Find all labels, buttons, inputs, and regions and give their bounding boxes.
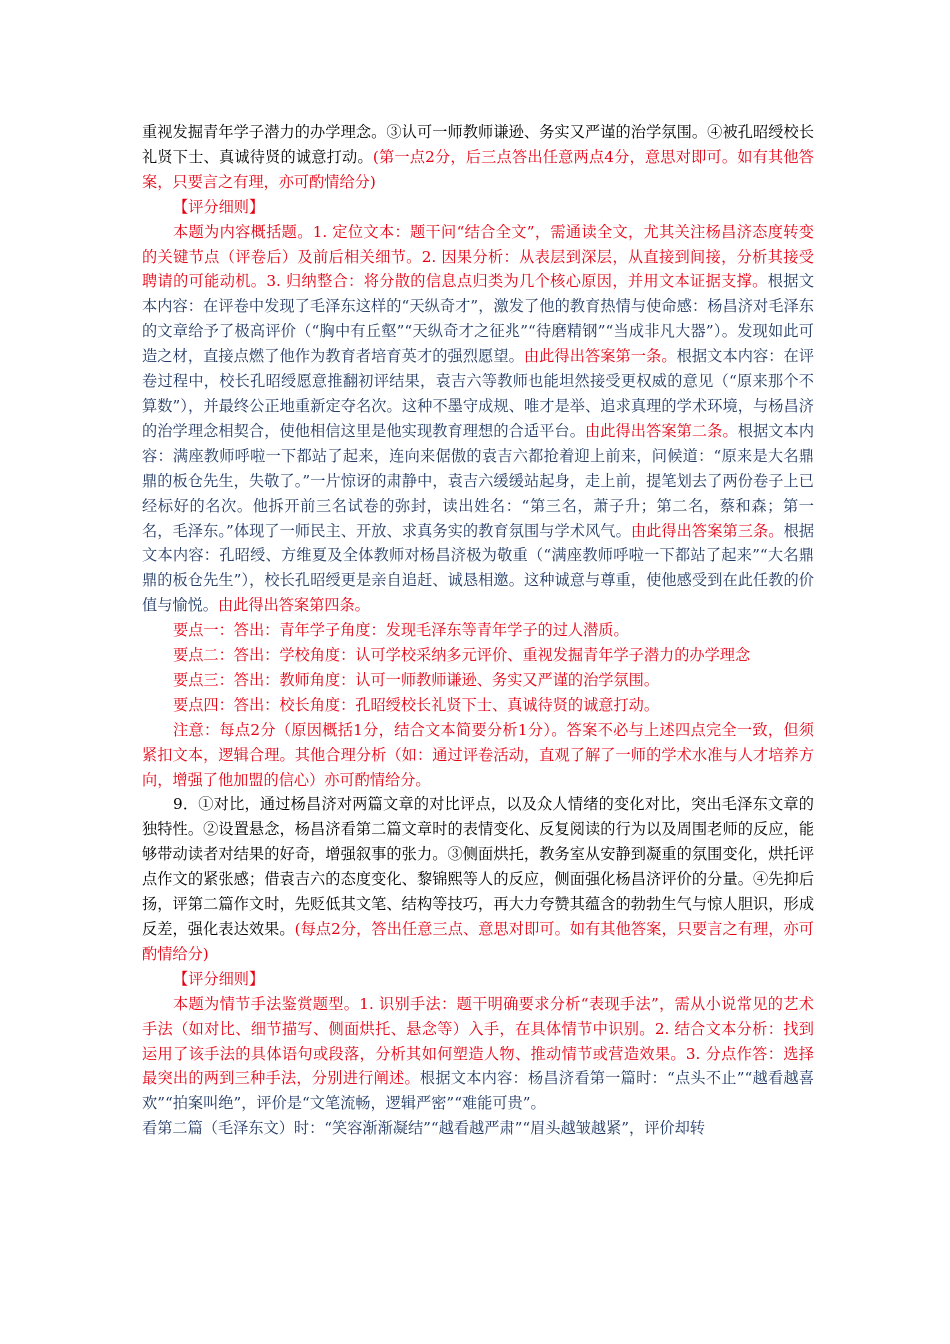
detail-9-evidence-2: 看第二篇（毛泽东文）时：“笑容渐渐凝结”“越看越严肃”“眉头越皱越紧”，评价却转 <box>142 1119 705 1138</box>
answer-8-text: 重视发掘青年学子潜力的办学理念。③认可一师教师谦逊、务实又严谨的治学氛围。④被孔昭绶校长礼贤下士、真诚待贤的诚意打动。 <box>142 123 814 166</box>
detail-9-evidence-1: 根据文本内容：杨昌济看第一篇时：“点头不止”“越看越喜欢”“拍案叫绝”，评价是“文笔流畅，逻辑严密”“难能可贵”。 <box>142 1069 815 1113</box>
answer-8-scoring-note: (第一点2分，后三点答出任意两点4分，意思对即可。如有其他答案，只要言之有理，亦可酌情给分) <box>142 147 814 191</box>
key-point-4: 要点四：答出：校长角度：孔昭绶校长礼贤下士、真诚待贤的诚意打动。 <box>173 695 659 714</box>
scoring-detail-8 <box>142 220 814 619</box>
detail-8-evidence-2: 根据文本内容：在评卷过程中，校长孔昭绶愿意推翻初评结果，袁吉六等教师也能坦然接受更权威的意见（“原来那个不算数”），并最终公正地重新定夺名次。这种不墨守成规、唯才是举、追求真理的学术环境，与杨昌济的治学理念相契合，使他相信这里是他实现教育理想的合适平台。 <box>142 347 815 440</box>
detail-8-evidence-4: 根据文本内容：孔昭绶、方维夏及全体教师对杨昌济极为敬重（“满座教师呼啦一下都站了起来”“大名鼎鼎的板仓先生”），校长孔昭绶更是亲自追赶、诚恳相邀。这种诚意与尊重，使他感受到在此任教的价值与愉悦。 <box>142 521 815 615</box>
scoring-detail-heading-1: 【评分细则】 <box>173 197 265 216</box>
answer-8-continuation <box>142 120 814 195</box>
key-point-3: 要点三：答出：教师角度：认可一师教师谦逊、务实又严谨的治学氛围。 <box>173 670 659 689</box>
detail-8-conclusion-3: 由此得出答案第三条。 <box>630 521 784 540</box>
detail-9-method: 本题为情节手法鉴赏题型。1. 识别手法：题干明确要求分析“表现手法”，需从小说常见的艺术手法（如对比、细节描写、侧面烘托、悬念等）入手，在具体情节中识别。2. 结合文本分析：找到运用了该手法的具体语句或段落，分析其如何塑造人物、推动情节或营造效果。3. 分点作答：选择最突出的两到三种手法，分别进行阐述。 <box>142 994 814 1088</box>
key-point-1: 要点一：答出：青年学子角度：发现毛泽东等青年学子的过人潜质。 <box>173 621 629 640</box>
answer-9-scoring-note: (每点2分，答出任意三点、意思对即可。如有其他答案，只要言之有理，亦可酌情给分) <box>142 920 814 963</box>
detail-8-evidence-1: 根据文本内容：在评卷中发现了毛泽东这样的“天纵奇才”，激发了他的教育热情与使命感：杨昌济对毛泽东的文章给予了极高评价（“胸中有丘壑”“天纵奇才之征兆”“待磨精钢”“当成非凡大器”）。发现如此可造之材，直接点燃了他作为教育者培育英才的强烈愿望。 <box>142 272 815 366</box>
scoring-detail-heading-2: 【评分细则】 <box>173 969 265 988</box>
scoring-detail-9 <box>142 992 814 1117</box>
detail-8-method: 本题为内容概括题。1. 定位文本：题干问“结合全文”，需通读全文，尤其关注杨昌济态度转变的关键节点（评卷后）及前后相关细节。2. 因果分析：从表层到深层，从直接到间接，分析其接受聘请的可能动机。3. 归纳整合：将分散的信息点归类为几个核心原因，并用文本证据支撑。 <box>142 222 814 291</box>
detail-8-evidence-3: 根据文本内容：满座教师呼啦一下都站了起来，连向来倨傲的袁吉六都抢着迎上前来，问候道：“原来是大名鼎鼎的板仓先生，失敬了。”一片惊讶的肃静中，袁吉六缓缓站起身，走上前，提笔划去了两份卷子上已经标好的名次。他拆开前三名试卷的弥封，读出姓名：“第三名，萧子升；第二名，蔡和森；第一名，毛泽东。”体现了一师民主、开放、求真务实的教育氛围与学术风气。 <box>142 421 815 540</box>
key-point-2: 要点二：答出：学校角度：认可学校采纳多元评价、重视发掘青年学子潜力的办学理念 <box>173 646 751 665</box>
scoring-note: 注意：每点2分（原因概括1分，结合文本简要分析1分）。答案不必与上述四点完全一致，但须紧扣文本，逻辑合理。其他合理分析（如：通过评卷活动，直观了解了一师的学术水准与人才培养方向，增强了他加盟的信心）亦可酌情给分。 <box>142 720 814 789</box>
answer-9 <box>142 792 814 966</box>
document-page <box>142 120 814 1141</box>
detail-8-conclusion-2: 由此得出答案第二条。 <box>584 421 738 440</box>
detail-8-conclusion-1: 由此得出答案第一条。 <box>523 347 677 366</box>
answer-9-text: 9．①对比，通过杨昌济对两篇文章的对比评点，以及众人情绪的变化对比，突出毛泽东文章的独特性。②设置悬念，杨昌济看第二篇文章时的表情变化、反复阅读的行为以及周围老师的反应，能够带动读者对结果的好奇，增强叙事的张力。③侧面烘托，教务室从安静到凝重的氛围变化，烘托评点作文的紧张感；借袁吉六的态度变化、黎锦熙等人的反应，侧面强化杨昌济评价的分量。④先抑后扬，评第二篇作文时，先贬低其文笔、结构等技巧，再大力夸赞其蕴含的勃勃生气与惊人胆识，形成反差，强化表达效果。 <box>142 795 814 938</box>
detail-8-conclusion-4: 由此得出答案第四条。 <box>217 596 370 615</box>
